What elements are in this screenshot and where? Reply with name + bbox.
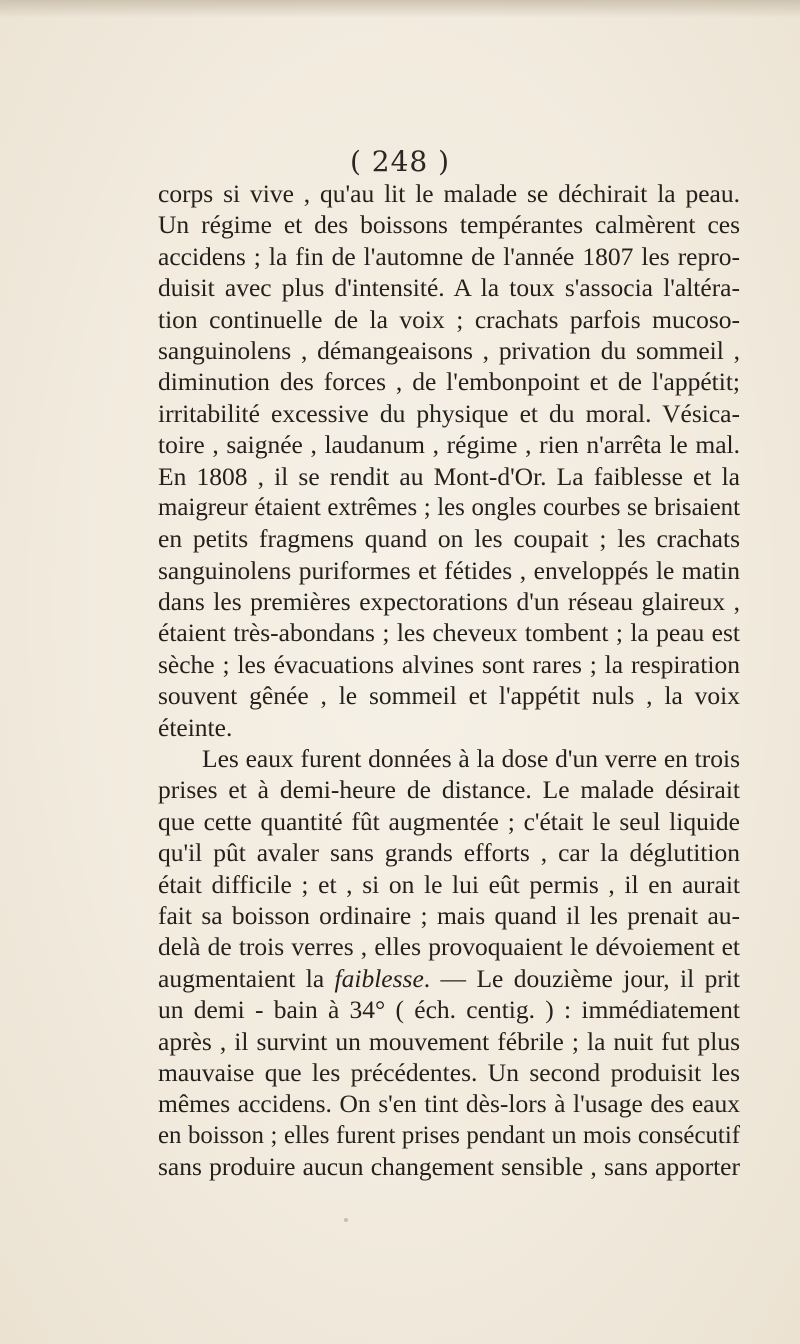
text-line: duisit avec plus d'intensité. A la toux s'associa l'altéra- xyxy=(158,273,740,303)
text-line-with-italic xyxy=(158,963,740,994)
text-line: Un régime et des boissons tempérantes calmèrent ces xyxy=(158,210,740,240)
text-line: diminution des forces , de l'embonpoint et de l'appétit; xyxy=(158,367,740,397)
text-segment: augmentaient la xyxy=(158,963,335,993)
paragraph-end-line: éteinte. xyxy=(158,712,233,742)
text-line: en boisson ; elles furent prises pendant un mois consécutif xyxy=(158,1121,740,1149)
text-line: corps si vive , qu'au lit le malade se déchirait la peau. xyxy=(158,179,740,208)
text-line: dans les premières expectorations d'un réseau glaireux , xyxy=(158,587,740,617)
text-line: prises et à demi-heure de distance. Le malade désirait xyxy=(158,775,740,805)
text-line: en petits fragmens quand on les coupait ; les crachats xyxy=(158,524,740,554)
italic-word: faiblesse xyxy=(334,963,424,993)
paragraph-start-line: Les eaux furent données à la dose d'un verre en trois xyxy=(202,744,740,774)
text-line: étaient très-abondans ; les cheveux tombent ; la peau est xyxy=(158,618,740,648)
text-line: souvent gênée , le sommeil et l'appétit nuls , la voix xyxy=(158,681,740,711)
text-line: un demi - bain à 34° ( éch. centig. ) : immédiatement xyxy=(158,995,740,1025)
text-line: qu'il pût avaler sans grands efforts , car la déglutition xyxy=(158,838,740,868)
text-line: était difficile ; et , si on le lui eût permis , il en aurait xyxy=(158,869,740,899)
body-text xyxy=(158,178,740,1183)
page-number: ( 248 ) xyxy=(349,145,451,178)
text-line: sanguinolens , démangeaisons , privation du sommeil , xyxy=(158,335,740,365)
text-line: sans produire aucun changement sensible , sans apporter xyxy=(158,1152,740,1182)
text-line: mêmes accidens. On s'en tint dès-lors à l'usage des eaux xyxy=(158,1089,740,1119)
text-line: accidens ; la fin de l'automne de l'année 1807 les repro- xyxy=(158,241,740,271)
text-line: maigreur étaient extrêmes ; les ongles courbes se brisaient xyxy=(158,493,740,521)
text-line: mauvaise que les précédentes. Un second produisit les xyxy=(158,1057,740,1087)
text-line: après , il survint un mouvement fébrile ; la nuit fut plus xyxy=(158,1026,740,1056)
text-line: sanguinolens puriformes et fétides , enveloppés le matin xyxy=(158,555,740,585)
text-line: que cette quantité fût augmentée ; c'était le seul liquide xyxy=(158,806,740,836)
text-line: tion continuelle de la voix ; crachats parfois mucoso- xyxy=(158,304,740,334)
page-top-edge xyxy=(0,0,800,18)
text-line: irritabilité excessive du physique et du moral. Vésica- xyxy=(158,398,740,428)
paper-speck xyxy=(344,1218,348,1222)
text-line: delà de trois verres , elles provoquaient le dévoiement et xyxy=(158,932,740,962)
text-line: fait sa boisson ordinaire ; mais quand il les prenait au- xyxy=(158,900,740,930)
text-line: toire , saignée , laudanum , régime , rien n'arrêta le mal. xyxy=(158,430,740,460)
text-line: sèche ; les évacuations alvines sont rares ; la respiration xyxy=(158,649,740,679)
text-segment: . — Le douzième jour, il prit xyxy=(423,963,741,993)
text-line: En 1808 , il se rendit au Mont-d'Or. La faiblesse et la xyxy=(158,461,740,491)
